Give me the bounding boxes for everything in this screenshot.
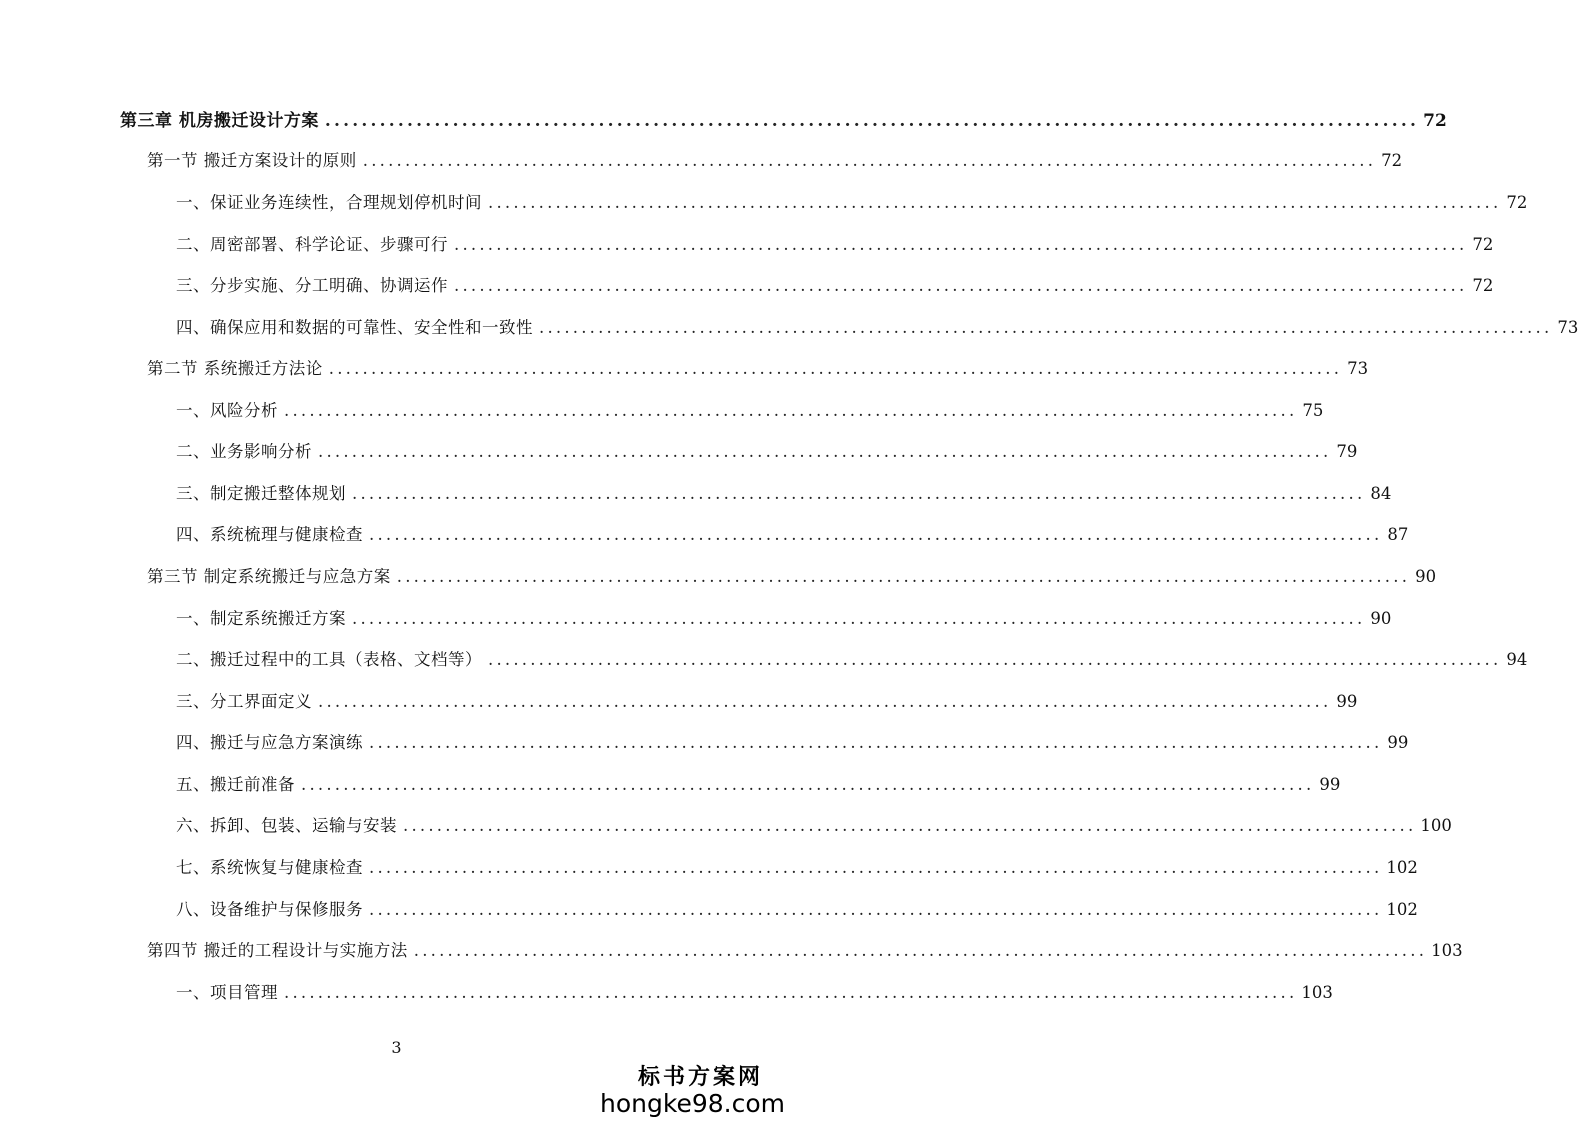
watermark-url: hongke98.com (600, 1089, 785, 1118)
toc-entry-label: 第三章 机房搬迁设计方案 (120, 111, 319, 131)
toc-entry-label: 三、分工界面定义 (176, 692, 312, 711)
toc-entry-page: 99 (1336, 692, 1358, 711)
dot-leader: ........................................................................................................................ (324, 111, 1420, 131)
toc-item[interactable] (176, 771, 1341, 799)
dot-leader: ........................................................................................................................ (362, 151, 1377, 170)
dot-leader: ........................................................................................................................ (352, 484, 1366, 503)
toc-entry-label: 八、设备维护与保修服务 (176, 900, 363, 919)
toc-entry-page: 103 (1301, 983, 1333, 1002)
toc-entry-label: 六、拆卸、包装、运输与安装 (176, 816, 397, 835)
toc-entry-page: 84 (1370, 484, 1392, 503)
toc-item[interactable] (176, 688, 1358, 716)
toc-entry-page: 99 (1387, 733, 1409, 752)
dot-leader: ........................................................................................................................ (328, 359, 1343, 378)
toc-entry-label: 第四节 搬迁的工程设计与实施方法 (147, 941, 408, 960)
toc-entry-label: 四、确保应用和数据的可靠性、安全性和一致性 (176, 318, 533, 337)
toc-entry-label: 五、搬迁前准备 (176, 775, 295, 794)
dot-leader: ........................................................................................................................ (284, 401, 1298, 420)
dot-leader: ........................................................................................................................ (403, 816, 1417, 835)
toc-entry-page: 79 (1336, 442, 1358, 461)
toc-entry-label: 一、制定系统搬迁方案 (176, 609, 346, 628)
toc-item[interactable] (176, 854, 1418, 882)
dot-leader: ........................................................................................................................ (488, 650, 1502, 669)
toc-item[interactable] (176, 896, 1418, 924)
toc-entry-page: 72 (1472, 276, 1494, 295)
toc-entry-page: 72 (1381, 151, 1403, 170)
dot-leader: ........................................................................................................................ (454, 276, 1468, 295)
toc-item[interactable] (176, 646, 1528, 674)
toc-entry-label: 一、保证业务连续性，合理规划停机时间 (176, 193, 482, 212)
toc-entry-label: 第二节 系统搬迁方法论 (147, 359, 323, 378)
toc-chapter-3[interactable] (120, 106, 1447, 134)
toc-entry-page: 100 (1420, 816, 1452, 835)
toc-entry-label: 二、周密部署、科学论证、步骤可行 (176, 235, 448, 254)
toc-entry-label: 一、项目管理 (176, 983, 278, 1002)
toc-entry-page: 103 (1431, 941, 1463, 960)
toc-entry-label: 二、业务影响分析 (176, 442, 312, 461)
toc-section-3[interactable] (147, 563, 1437, 591)
toc-entry-page: 90 (1415, 567, 1437, 586)
toc-entry-label: 三、分步实施、分工明确、协调运作 (176, 276, 448, 295)
toc-entry-page: 72 (1506, 193, 1528, 212)
toc-section-1[interactable] (147, 147, 1403, 175)
toc-entry-page: 72 (1472, 235, 1494, 254)
dot-leader: ........................................................................................................................ (369, 733, 1383, 752)
dot-leader: ........................................................................................................................ (369, 900, 1383, 919)
toc-entry-page: 99 (1319, 775, 1341, 794)
toc-entry-label: 三、制定搬迁整体规划 (176, 484, 346, 503)
toc-item[interactable] (176, 979, 1333, 1007)
toc-entry-page: 75 (1302, 401, 1324, 420)
toc-entry-label: 七、系统恢复与健康检查 (176, 858, 363, 877)
watermark-title: 标书方案网 (637, 1064, 763, 1090)
toc-item[interactable] (176, 231, 1494, 259)
toc-entry-label: 二、搬迁过程中的工具（表格、文档等） (176, 650, 482, 669)
toc-item[interactable] (176, 314, 1578, 342)
dot-leader: ........................................................................................................................ (301, 775, 1315, 794)
toc-item[interactable] (176, 729, 1409, 757)
dot-leader: ........................................................................................................................ (369, 858, 1383, 877)
toc-entry-page: 73 (1557, 318, 1578, 337)
toc-entry-page: 72 (1423, 111, 1447, 131)
toc-entry-label: 一、风险分析 (176, 401, 278, 420)
toc-item[interactable] (176, 272, 1494, 300)
toc-entry-label: 四、系统梳理与健康检查 (176, 525, 363, 544)
dot-leader: ........................................................................................................................ (413, 941, 1428, 960)
site-watermark (600, 1060, 785, 1116)
toc-entry-page: 102 (1386, 900, 1418, 919)
toc-item[interactable] (176, 189, 1528, 217)
dot-leader: ........................................................................................................................ (318, 442, 1332, 461)
toc-entry-page: 94 (1506, 650, 1528, 669)
toc-entry-label: 第三节 制定系统搬迁与应急方案 (147, 567, 391, 586)
toc-item[interactable] (176, 521, 1409, 549)
dot-leader: ........................................................................................................................ (318, 692, 1332, 711)
toc-entry-page: 73 (1347, 359, 1369, 378)
toc-entry-label: 四、搬迁与应急方案演练 (176, 733, 363, 752)
page-number: 3 (391, 1038, 402, 1057)
dot-leader: ........................................................................................................................ (396, 567, 1411, 586)
toc-item[interactable] (176, 605, 1392, 633)
toc-entry-label: 第一节 搬迁方案设计的原则 (147, 151, 357, 170)
toc-entry-page: 87 (1387, 525, 1409, 544)
dot-leader: ........................................................................................................................ (284, 983, 1298, 1002)
dot-leader: ........................................................................................................................ (352, 609, 1366, 628)
toc-item[interactable] (176, 438, 1358, 466)
dot-leader: ........................................................................................................................ (369, 525, 1383, 544)
toc-entry-page: 102 (1386, 858, 1418, 877)
dot-leader: ........................................................................................................................ (454, 235, 1468, 254)
dot-leader: ........................................................................................................................ (539, 318, 1553, 337)
toc-section-4[interactable] (147, 937, 1463, 965)
toc-item[interactable] (176, 812, 1452, 840)
toc-item[interactable] (176, 480, 1392, 508)
dot-leader: ........................................................................................................................ (488, 193, 1502, 212)
toc-entry-page: 90 (1370, 609, 1392, 628)
toc-item[interactable] (176, 397, 1324, 425)
toc-section-2[interactable] (147, 355, 1369, 383)
